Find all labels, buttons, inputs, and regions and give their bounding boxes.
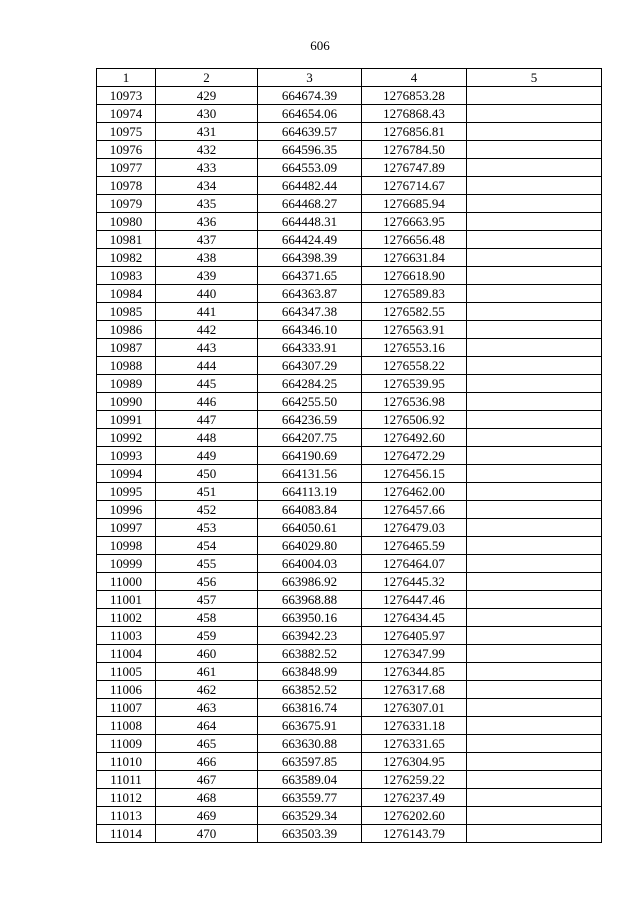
table-cell: 10986 [97,321,156,339]
table-cell [467,213,602,231]
table-cell: 10984 [97,285,156,303]
table-cell: 1276307.01 [362,699,467,717]
table-cell [467,699,602,717]
table-row [97,303,602,321]
table-cell: 10996 [97,501,156,519]
table-row [97,213,602,231]
table-cell: 664371.65 [258,267,362,285]
table-row [97,645,602,663]
table-cell: 1276344.85 [362,663,467,681]
table-cell: 664113.19 [258,483,362,501]
table-cell [467,483,602,501]
table-cell [467,771,602,789]
table-cell: 10989 [97,375,156,393]
table-cell: 447 [156,411,258,429]
table-cell: 10983 [97,267,156,285]
table-cell [467,159,602,177]
table-cell: 663848.99 [258,663,362,681]
table-header-row [97,69,602,87]
table-cell: 10975 [97,123,156,141]
table-cell: 663816.74 [258,699,362,717]
table-cell: 432 [156,141,258,159]
table-cell: 11007 [97,699,156,717]
table-cell: 443 [156,339,258,357]
table-cell [467,249,602,267]
table-cell: 11001 [97,591,156,609]
table-cell: 435 [156,195,258,213]
table-row [97,825,602,843]
table-cell: 458 [156,609,258,627]
table-row [97,681,602,699]
table-cell: 444 [156,357,258,375]
table-cell: 663589.04 [258,771,362,789]
table-cell [467,753,602,771]
table-cell: 1276714.67 [362,177,467,195]
table-cell: 1276563.91 [362,321,467,339]
table-cell: 663675.91 [258,717,362,735]
table-cell: 1276465.59 [362,537,467,555]
table-row [97,807,602,825]
table-cell: 10979 [97,195,156,213]
table-cell [467,627,602,645]
table-cell: 446 [156,393,258,411]
table-cell: 664398.39 [258,249,362,267]
table-cell: 437 [156,231,258,249]
table-cell: 1276445.32 [362,573,467,591]
table-cell: 664346.10 [258,321,362,339]
table-cell: 459 [156,627,258,645]
table-cell: 11005 [97,663,156,681]
table-row [97,555,602,573]
table-cell [467,357,602,375]
column-header: 5 [467,69,602,87]
table-row [97,411,602,429]
table-cell: 664674.39 [258,87,362,105]
table-cell: 1276492.60 [362,429,467,447]
table-cell: 10985 [97,303,156,321]
column-header: 4 [362,69,467,87]
table-cell: 1276447.46 [362,591,467,609]
table-cell: 11014 [97,825,156,843]
table-row [97,699,602,717]
table-cell: 11006 [97,681,156,699]
table-cell [467,573,602,591]
table-cell: 664553.09 [258,159,362,177]
table-row [97,177,602,195]
table-cell: 1276553.16 [362,339,467,357]
table-row [97,609,602,627]
table-cell: 1276853.28 [362,87,467,105]
table-cell: 664482.44 [258,177,362,195]
table-cell [467,825,602,843]
table-cell: 663630.88 [258,735,362,753]
table-cell: 436 [156,213,258,231]
table-cell: 1276747.89 [362,159,467,177]
table-cell [467,537,602,555]
table-cell: 11008 [97,717,156,735]
table-cell: 10990 [97,393,156,411]
table-cell: 663968.88 [258,591,362,609]
table-cell: 1276472.29 [362,447,467,465]
table-row [97,483,602,501]
coordinates-table [96,68,602,843]
column-header: 2 [156,69,258,87]
table-cell: 1276506.92 [362,411,467,429]
table-cell: 434 [156,177,258,195]
table-cell: 439 [156,267,258,285]
table-cell: 1276582.55 [362,303,467,321]
table-cell: 1276618.90 [362,267,467,285]
table-cell: 664004.03 [258,555,362,573]
table-cell: 10982 [97,249,156,267]
table-cell: 470 [156,825,258,843]
table-row [97,267,602,285]
table-cell: 10974 [97,105,156,123]
table-cell: 10994 [97,465,156,483]
table-cell: 445 [156,375,258,393]
table-cell: 664236.59 [258,411,362,429]
table-cell: 451 [156,483,258,501]
table-cell: 453 [156,519,258,537]
table-cell [467,429,602,447]
table-cell: 10999 [97,555,156,573]
table-cell: 664207.75 [258,429,362,447]
table-row [97,627,602,645]
table-cell [467,717,602,735]
table-cell: 663986.92 [258,573,362,591]
table-row [97,735,602,753]
page-number: 606 [310,38,330,53]
table-cell: 664083.84 [258,501,362,519]
table-row [97,321,602,339]
table-cell: 664307.29 [258,357,362,375]
table-cell: 429 [156,87,258,105]
table-cell: 1276464.07 [362,555,467,573]
table-cell: 466 [156,753,258,771]
table-cell: 11000 [97,573,156,591]
table-cell: 664131.56 [258,465,362,483]
table-cell: 664190.69 [258,447,362,465]
table-cell: 460 [156,645,258,663]
table-cell [467,735,602,753]
table-cell: 467 [156,771,258,789]
table-cell: 1276589.83 [362,285,467,303]
table-cell: 10988 [97,357,156,375]
table-cell: 664468.27 [258,195,362,213]
table-cell: 1276631.84 [362,249,467,267]
table-cell: 464 [156,717,258,735]
table-cell [467,141,602,159]
table-cell: 664255.50 [258,393,362,411]
table-cell: 455 [156,555,258,573]
table-cell: 1276331.65 [362,735,467,753]
table-cell [467,465,602,483]
table-cell: 664639.57 [258,123,362,141]
table-cell: 457 [156,591,258,609]
table-cell: 664029.80 [258,537,362,555]
column-header: 3 [258,69,362,87]
table-cell: 454 [156,537,258,555]
table-cell [467,807,602,825]
table-cell: 11009 [97,735,156,753]
table-cell: 10993 [97,447,156,465]
table-cell: 449 [156,447,258,465]
table-cell [467,663,602,681]
table-cell: 11003 [97,627,156,645]
table-row [97,105,602,123]
table-cell: 1276784.50 [362,141,467,159]
table-cell: 440 [156,285,258,303]
table-cell: 10987 [97,339,156,357]
table-row [97,663,602,681]
table-cell [467,519,602,537]
table-cell [467,411,602,429]
table-cell: 664333.91 [258,339,362,357]
table-row [97,231,602,249]
table-cell: 448 [156,429,258,447]
table-cell: 11002 [97,609,156,627]
table-cell: 10980 [97,213,156,231]
column-header: 1 [97,69,156,87]
table-cell [467,321,602,339]
table-cell: 11004 [97,645,156,663]
table-cell: 1276259.22 [362,771,467,789]
table-cell [467,447,602,465]
table-row [97,537,602,555]
table-cell: 1276347.99 [362,645,467,663]
table-cell: 465 [156,735,258,753]
table-cell: 1276868.43 [362,105,467,123]
table-cell: 1276558.22 [362,357,467,375]
table-cell: 1276237.49 [362,789,467,807]
table-cell: 10991 [97,411,156,429]
table-cell [467,285,602,303]
table-row [97,447,602,465]
table-cell: 10978 [97,177,156,195]
table-row [97,339,602,357]
table-cell: 1276856.81 [362,123,467,141]
table-row [97,123,602,141]
table-cell: 663950.16 [258,609,362,627]
table-cell: 1276663.95 [362,213,467,231]
table-cell: 663942.23 [258,627,362,645]
table-cell [467,591,602,609]
table-row [97,357,602,375]
table-cell: 461 [156,663,258,681]
table-cell: 1276405.97 [362,627,467,645]
table-row [97,249,602,267]
table-cell: 1276143.79 [362,825,467,843]
table-cell: 10997 [97,519,156,537]
table-cell: 664050.61 [258,519,362,537]
table-cell: 663529.34 [258,807,362,825]
table-cell [467,87,602,105]
table-cell [467,501,602,519]
table-cell [467,789,602,807]
table-cell: 664596.35 [258,141,362,159]
table-cell: 11011 [97,771,156,789]
table-cell: 664424.49 [258,231,362,249]
table-cell: 10977 [97,159,156,177]
table-cell: 664448.31 [258,213,362,231]
table-cell: 10992 [97,429,156,447]
table-cell: 10995 [97,483,156,501]
table-cell [467,177,602,195]
table-row [97,573,602,591]
table-row [97,195,602,213]
table-row [97,375,602,393]
table-row [97,87,602,105]
table-cell [467,339,602,357]
table-cell [467,609,602,627]
table-cell: 11012 [97,789,156,807]
table-cell: 10981 [97,231,156,249]
table-cell [467,231,602,249]
table-cell: 663597.85 [258,753,362,771]
table-cell [467,123,602,141]
table-cell: 433 [156,159,258,177]
table-cell: 468 [156,789,258,807]
table-cell: 664654.06 [258,105,362,123]
table-cell: 663882.52 [258,645,362,663]
table-cell [467,303,602,321]
table-cell: 663852.52 [258,681,362,699]
table-cell: 462 [156,681,258,699]
table-cell: 456 [156,573,258,591]
table-cell: 469 [156,807,258,825]
table-cell [467,105,602,123]
table-row [97,789,602,807]
table-row [97,717,602,735]
table-cell: 1276457.66 [362,501,467,519]
table-cell: 663503.39 [258,825,362,843]
table-cell [467,195,602,213]
table-cell: 1276317.68 [362,681,467,699]
table-cell: 431 [156,123,258,141]
table-cell: 1276202.60 [362,807,467,825]
table-cell: 664363.87 [258,285,362,303]
table-row [97,501,602,519]
table-cell: 438 [156,249,258,267]
table-cell: 430 [156,105,258,123]
table-row [97,591,602,609]
table-cell: 664284.25 [258,375,362,393]
table-cell: 1276462.00 [362,483,467,501]
table-cell: 1276304.95 [362,753,467,771]
table-cell: 11013 [97,807,156,825]
table-cell: 442 [156,321,258,339]
table-row [97,429,602,447]
table-cell [467,393,602,411]
table-cell [467,375,602,393]
table-cell: 1276656.48 [362,231,467,249]
table-cell [467,681,602,699]
table-cell: 1276434.45 [362,609,467,627]
table-row [97,159,602,177]
table-cell: 10998 [97,537,156,555]
table-row [97,285,602,303]
table-row [97,753,602,771]
table-cell: 1276536.98 [362,393,467,411]
table-cell: 450 [156,465,258,483]
table-cell: 663559.77 [258,789,362,807]
table-cell: 11010 [97,753,156,771]
table-cell: 1276479.03 [362,519,467,537]
table-cell: 1276685.94 [362,195,467,213]
table-cell: 664347.38 [258,303,362,321]
table-cell: 441 [156,303,258,321]
table-row [97,771,602,789]
table-cell [467,267,602,285]
table-row [97,141,602,159]
table-cell: 1276456.15 [362,465,467,483]
table-row [97,465,602,483]
table-cell: 1276331.18 [362,717,467,735]
table-cell [467,555,602,573]
table-cell [467,645,602,663]
table-row [97,393,602,411]
table-cell: 10973 [97,87,156,105]
table-cell: 1276539.95 [362,375,467,393]
table-cell: 452 [156,501,258,519]
table-row [97,519,602,537]
table-cell: 10976 [97,141,156,159]
table-cell: 463 [156,699,258,717]
